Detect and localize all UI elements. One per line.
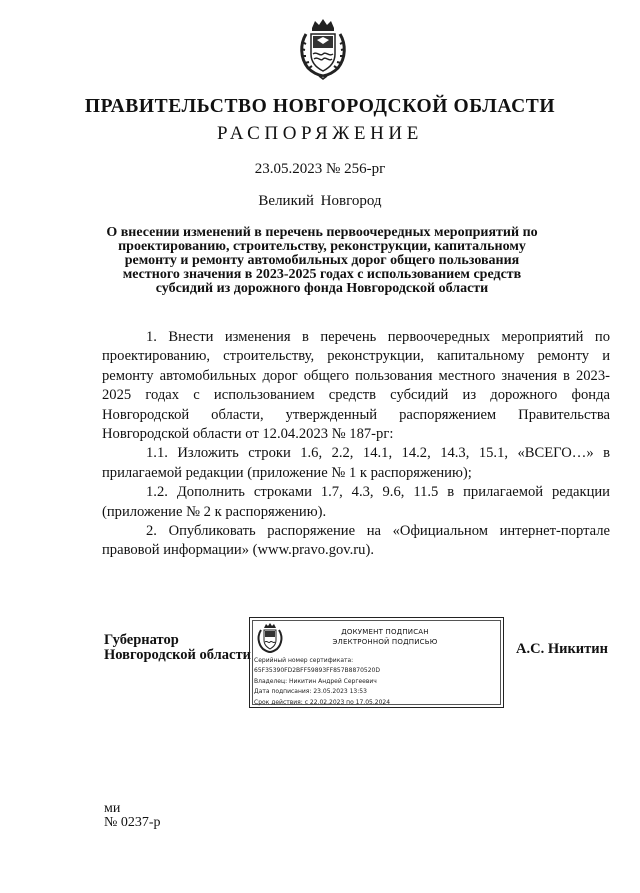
- document-subject: О внесении изменений в перечень первоочередных мероприятий по проектированию, строительству, реконструкции, капитальному ремонту и ремонту автомобильных дорог общего пользования местного значения в 2023-2025 годах с использованием средств субсидий из дорожного фонда Новгородской области: [106, 225, 538, 296]
- footer-initials: ми: [104, 801, 121, 816]
- stamp-heading-line1: ДОКУМЕНТ ПОДПИСАН: [341, 628, 429, 636]
- paragraph-2: 2. Опубликовать распоряжение на «Официальном интернет-портале правовой информации» (www.pravo.gov.ru).: [102, 523, 610, 559]
- document-type: РАСПОРЯЖЕНИЕ: [217, 123, 423, 144]
- stamp-details: [254, 656, 390, 708]
- stamp-owner: Владелец: Никитин Андрей Сергеевич: [254, 677, 377, 685]
- date-number: 23.05.2023 № 256-рг: [254, 161, 386, 177]
- signatory-name: А.С. Никитин: [516, 641, 608, 657]
- stamp-signed-date: Дата подписания: 23.05.2023 13:53: [254, 688, 367, 696]
- signatory-position-line2: Новгородской области: [104, 647, 251, 663]
- footer-number: № 0237-р: [104, 815, 161, 830]
- footer-note: [104, 802, 161, 830]
- paragraph-1: 1. Внести изменения в перечень первоочередных мероприятий по проектированию, строительству, реконструкции, капитальному ремонту и ремонту автомобильных дорог общего пользования местного значения в 2023-2025 годах с использованием средств субсидий из дорожного фонда Новгородской области, утвержденный распоряжением Правительства Новгородской области от 12.04.2023 № 187-рг:: [102, 329, 610, 443]
- stamp-coat-of-arms-icon: [257, 623, 283, 653]
- city: Великий Новгород: [258, 193, 382, 209]
- stamp-heading-line2: ЭЛЕКТРОННОЙ ПОДПИСЬЮ: [332, 638, 438, 646]
- signatory-position-line1: Губернатор: [104, 632, 179, 648]
- signatory-position: [104, 633, 251, 663]
- stamp-cert-serial: 65F35390FD2BFF59893FF857B8870520D: [254, 667, 380, 675]
- paragraph-1-1: 1.1. Изложить строки 1.6, 2.2, 14.1, 14.2, 14.3, 15.1, «ВСЕГО…» в прилагаемой редакции (приложение № 1 к распоряжению);: [102, 445, 610, 481]
- coat-of-arms-icon: [298, 18, 348, 80]
- document-body: [102, 328, 610, 561]
- electronic-signature-stamp: [249, 617, 504, 708]
- organization-title: ПРАВИТЕЛЬСТВО НОВГОРОДСКОЙ ОБЛАСТИ: [84, 96, 556, 117]
- paragraph-1-2: 1.2. Дополнить строками 1.7, 4.3, 9.6, 11.5 в прилагаемой редакции (приложение № 2 к распоряжению).: [102, 484, 610, 520]
- stamp-heading: [300, 627, 470, 647]
- stamp-cert-label: Серийный номер сертификата:: [254, 657, 354, 664]
- stamp-validity: Срок действия: с 22.02.2023 по 17.05.2024: [254, 698, 391, 706]
